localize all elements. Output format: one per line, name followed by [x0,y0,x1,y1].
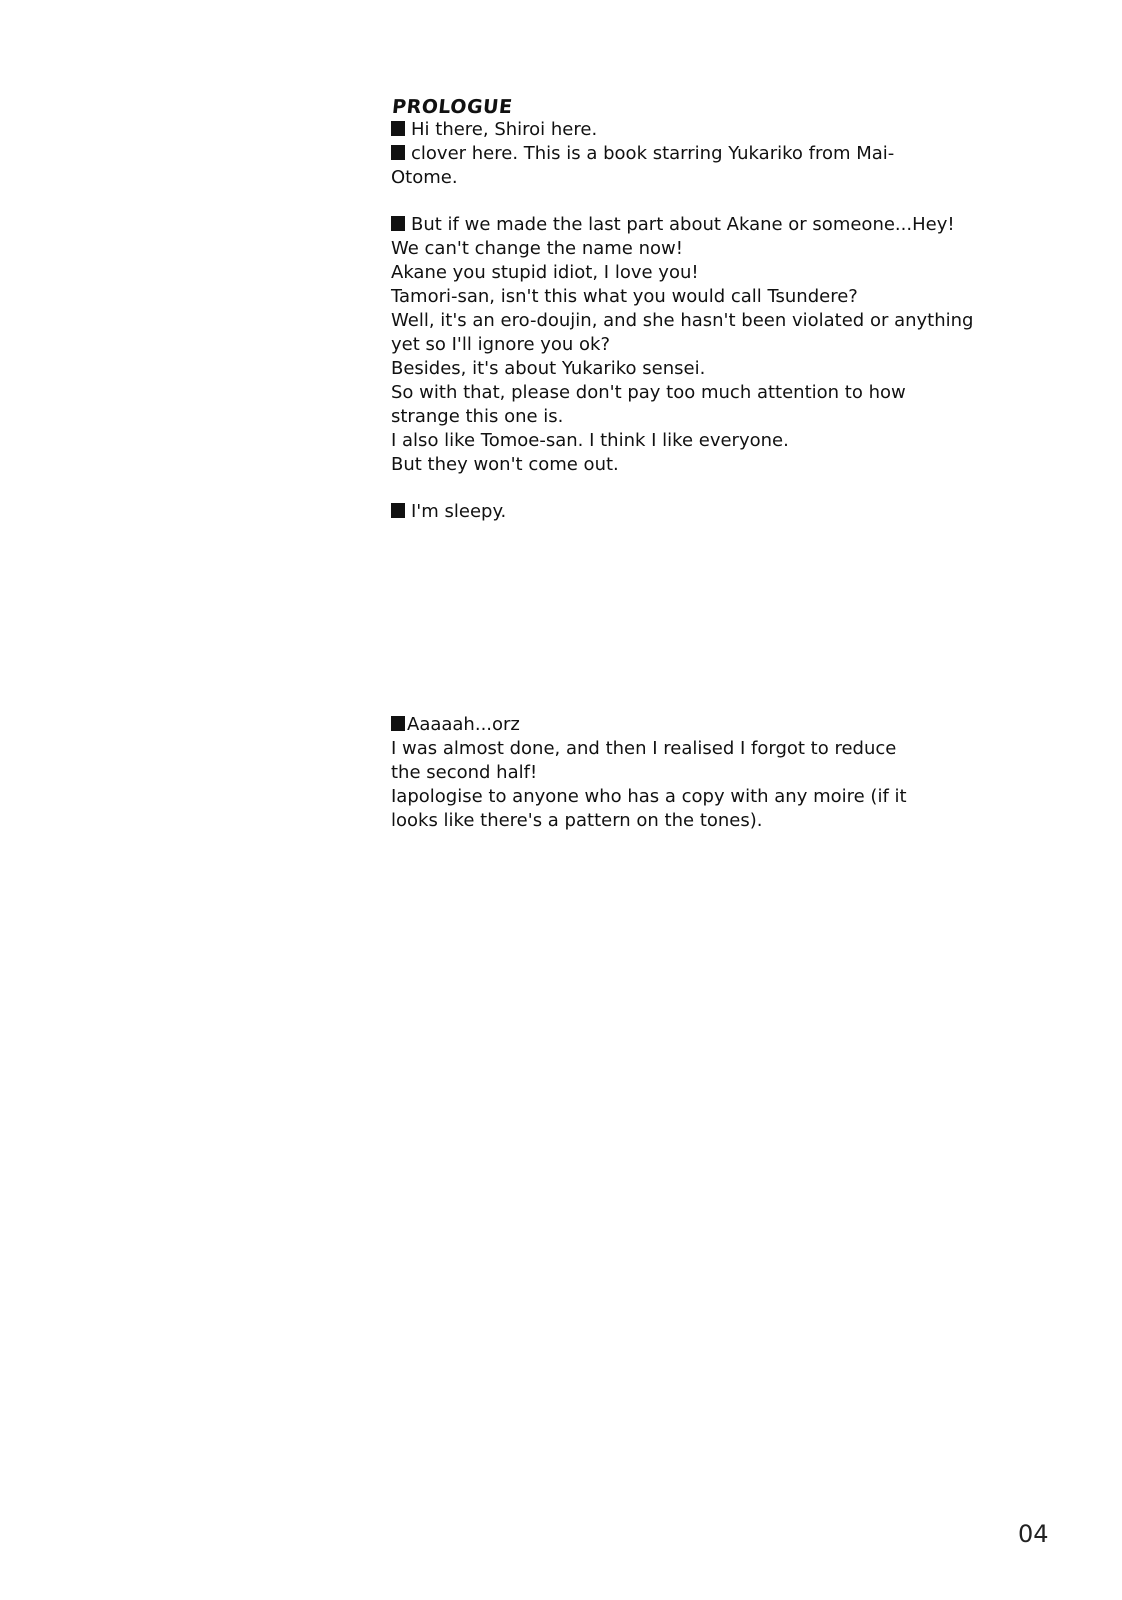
text-line: the second half! [391,762,538,783]
text-line: I was almost done, and then I realised I forgot to reduce [391,738,897,759]
text-line: Iapologise to anyone who has a copy with any moire (if it [391,786,907,807]
text-line: looks like there's a pattern on the tones). [391,810,763,831]
text-line-content: clover here. This is a book starring Yukariko from Mai- [411,143,895,164]
text-line: Akane you stupid idiot, I love you! [391,262,699,283]
text-line: Tamori-san, isn't this what you would call Tsundere? [391,286,858,307]
text-line-content: I'm sleepy. [411,501,507,522]
text-line [391,713,1051,737]
text-line: But they won't come out. [391,454,619,475]
text-line-content: Hi there, Shiroi here. [411,119,598,140]
text-line: Otome. [391,167,458,188]
text-line: Well, it's an ero-doujin, and she hasn't been violated or anything [391,310,974,331]
text-line: yet so I'll ignore you ok? [391,334,611,355]
paragraph-gap [391,190,1051,213]
page-number: 04 [1018,1520,1049,1548]
text-line-content: But if we made the last part about Akane or someone...Hey! [411,214,955,235]
bullet-square-icon [391,145,405,160]
text-line [391,213,1051,237]
bullet-square-icon [391,121,405,136]
afterword-section [391,713,1051,833]
text-line-content: Aaaaah...orz [407,714,520,735]
bullet-square-icon [391,716,405,731]
bullet-square-icon [391,503,405,518]
text-line: strange this one is. [391,406,564,427]
text-line: So with that, please don't pay too much attention to how [391,382,906,403]
page-title: PROLOGUE [391,96,514,118]
paragraph-gap [391,477,1051,500]
text-line: We can't change the name now! [391,238,683,259]
text-line [391,500,1051,524]
text-line: I also like Tomoe-san. I think I like everyone. [391,430,789,451]
prologue-section [391,96,1051,524]
text-line: Besides, it's about Yukariko sensei. [391,358,706,379]
text-line [391,118,1051,142]
text-line [391,142,1051,166]
bullet-square-icon [391,216,405,231]
